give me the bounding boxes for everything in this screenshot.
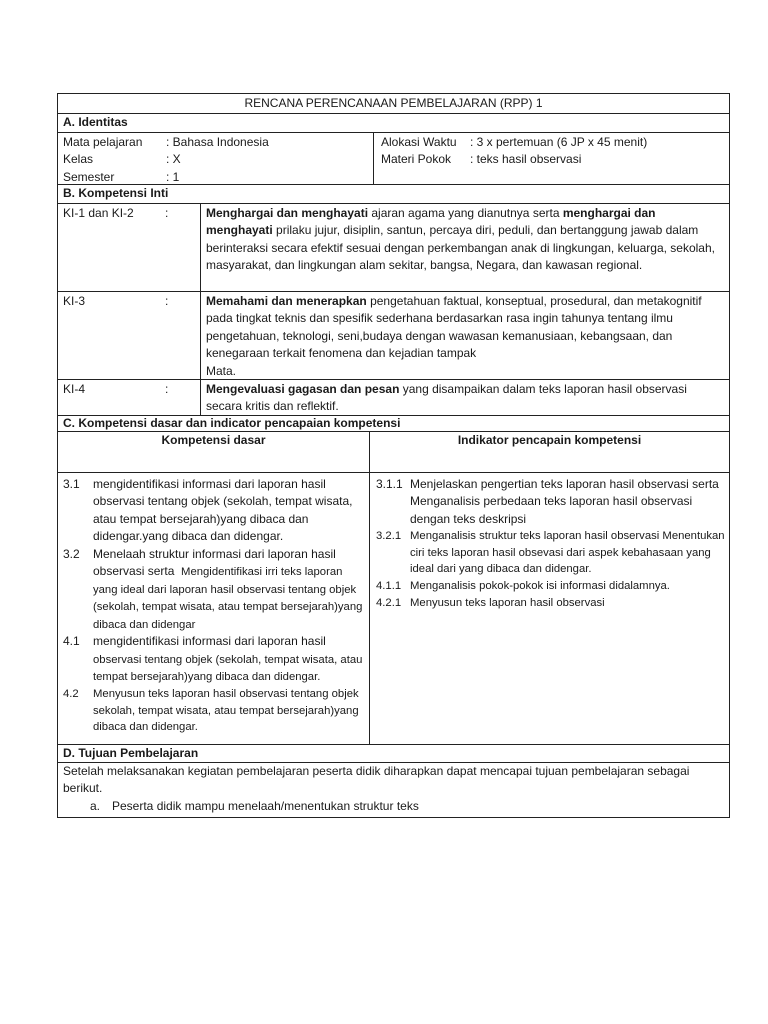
materi-pokok-value: : teks hasil observasi — [470, 152, 582, 167]
list-item — [63, 633, 365, 686]
item-text: Menelaah struktur informasi dari laporan hasil observasi serta — [93, 546, 336, 579]
item-number: 4.2 — [63, 688, 79, 700]
ki-text-part: Mata. — [206, 363, 237, 378]
mata-pelajaran-value: : Bahasa Indonesia — [166, 135, 269, 149]
document-title: RENCANA PERENCANAAN PEMBELAJARAN (RPP) 1 — [57, 93, 730, 113]
item-text: mengidentifikasi informasi dari laporan hasil — [93, 634, 326, 649]
alokasi-waktu-label: Alokasi Waktu — [381, 135, 457, 149]
ki-text — [200, 292, 729, 379]
kd-list — [58, 473, 370, 744]
item-text: Menganalisis struktur teks laporan hasil observasi Menentukan ciri teks laporan hasil obsevasi dari aspek kebahasaan yang ideal dari yang dibaca dan didengar. — [410, 530, 725, 576]
ki-bold: menghargai dan menghayati — [206, 206, 656, 238]
ki-label-cell — [58, 204, 200, 291]
list-item — [376, 578, 725, 595]
item-text: Menganalisis pokok-pokok isi informasi didalamnya. — [410, 580, 670, 592]
indikator-column-header: Indikator pencapain kompetensi — [457, 433, 642, 447]
ki-label: KI-4 — [63, 382, 86, 396]
identitas-table — [57, 132, 730, 184]
item-text: mengidentifikasi informasi dari laporan hasil observasi tentang objek (sekolah, tempat wisata, atau tempat bersejarah)yang dibaca dan didengar.yang dibaca dan didengar. — [93, 477, 353, 544]
semester-row — [63, 169, 368, 186]
materi-pokok-row — [381, 151, 724, 168]
kd-column-header: Kompetensi dasar — [58, 432, 370, 472]
item-text-wrap — [93, 633, 365, 686]
section-kompetensi-dasar-heading: C. Kompetensi dasar dan indicator pencapaian kompetensi — [57, 415, 730, 431]
item-number: a. — [90, 798, 101, 813]
ki-text — [200, 380, 729, 415]
materi-pokok-label: Materi Pokok — [381, 152, 452, 167]
kelas-row — [63, 151, 368, 168]
semester-label: Semester — [63, 169, 115, 184]
section-identitas-heading: A. Identitas — [57, 113, 730, 132]
list-item — [63, 798, 725, 815]
item-text-wrap — [93, 546, 365, 634]
ki-text-part: prilaku jujur, disiplin, santun, percaya diri, peduli, dan bertanggung jawab dalam berinteraksi secara efektif sesuai dengan perkembangan anak di lingkungan, keluarga, sekolah, masyarakat, dan lingkungan alam sekitar, bangsa, Negara, dan kawasan regional. — [206, 223, 715, 273]
ki-label-cell — [58, 292, 200, 379]
item-number: 3.2 — [63, 546, 80, 561]
list-item — [63, 546, 365, 634]
item-text: Mengidentifikasi irri teks laporan yang ideal dari laporan hasil observasi tentang objek (sekolah, tempat wisata, atau tempat bersejarah)yang dibaca dan didengar — [93, 566, 363, 631]
list-item — [376, 476, 725, 528]
identitas-right — [374, 133, 729, 184]
item-text: Menjelaskan pengertian teks laporan hasil observasi serta Menganalisis perbedaan teks laporan hasil observasi dengan teks deskripsi — [410, 477, 719, 526]
mata-pelajaran-label: Mata pelajaran — [63, 135, 143, 149]
item-text: Menyusun teks laporan hasil observasi — [410, 596, 605, 609]
ki-colon: : — [165, 382, 169, 396]
item-number: 3.2.1 — [376, 530, 402, 543]
kelas-value: : X — [166, 152, 181, 167]
list-item — [376, 595, 725, 612]
mata-pelajaran-row — [63, 134, 368, 151]
list-item — [63, 686, 365, 736]
ki-row-1 — [57, 203, 730, 291]
indikator-list — [370, 473, 729, 744]
tujuan-intro: Setelah melaksanakan kegiatan pembelajaran peserta didik diharapkan dapat mencapai tujuan pembelajaran sebagai berikut. — [63, 764, 690, 796]
list-item — [63, 476, 365, 546]
rpp-document — [57, 93, 730, 818]
item-text: Peserta didik mampu menelaah/menentukan struktur teks — [112, 798, 419, 813]
section-kompetensi-inti-heading: B. Kompetensi Inti — [57, 184, 730, 203]
ki-bold: Memahami dan menerapkan — [206, 294, 367, 308]
list-item — [376, 528, 725, 578]
item-number: 4.1.1 — [376, 580, 402, 592]
ki-text-part: yang disampaikan dalam teks laporan hasil observasi secara kritis dan reflektif. — [206, 382, 687, 414]
ki-bold: Mengevaluasi gagasan dan pesan — [206, 382, 400, 396]
item-number: 4.2.1 — [376, 596, 402, 609]
ki-row-4 — [57, 379, 730, 415]
ki-label: KI-1 dan KI-2 — [63, 206, 134, 220]
semester-value: : 1 — [166, 169, 180, 184]
ki-label: KI-3 — [63, 294, 86, 308]
alokasi-waktu-row — [381, 134, 724, 151]
kompetensi-dasar-table — [57, 431, 730, 744]
item-text: Menyusun teks laporan hasil observasi tentang objek sekolah, tempat wisata, atau tempat bersejarah)yang dibaca dan didengar. — [93, 688, 359, 734]
alokasi-waktu-value: : 3 x pertemuan (6 JP x 45 menit) — [470, 135, 648, 149]
item-number: 3.1 — [63, 477, 80, 491]
ki-label-cell — [58, 380, 200, 415]
item-text: observasi tentang objek (sekolah, tempat wisata, atau tempat bersejarah)yang dibaca dan didengar. — [93, 653, 363, 684]
identitas-left — [58, 133, 374, 184]
kelas-label: Kelas — [63, 152, 94, 167]
item-number: 3.1.1 — [376, 477, 403, 491]
ki-text-part: ajaran agama yang dianutnya serta — [368, 206, 563, 220]
kd-header-row — [58, 432, 729, 473]
ki-bold: Menghargai dan menghayati — [206, 206, 369, 220]
item-number: 4.1 — [63, 634, 80, 649]
ki-colon: : — [165, 206, 169, 220]
kd-body-row — [58, 473, 729, 744]
ki-text — [200, 204, 729, 291]
ki-text-part: pengetahuan faktual, konseptual, prosedural, dan metakognitif pada tingkat teknis dan spesifik sederhana berdasarkan rasa ingin tahunya tentang ilmu pengetahuan, teknologi, seni,budaya dengan wawasan kemanusiaan, kebangsaan, dan kenegaraan terkait fenomena dan kejadian tampak — [206, 294, 702, 361]
ki-colon: : — [165, 294, 169, 308]
tujuan-content — [57, 762, 730, 818]
ki-row-3 — [57, 291, 730, 379]
section-tujuan-heading: D. Tujuan Pembelajaran — [57, 744, 730, 762]
